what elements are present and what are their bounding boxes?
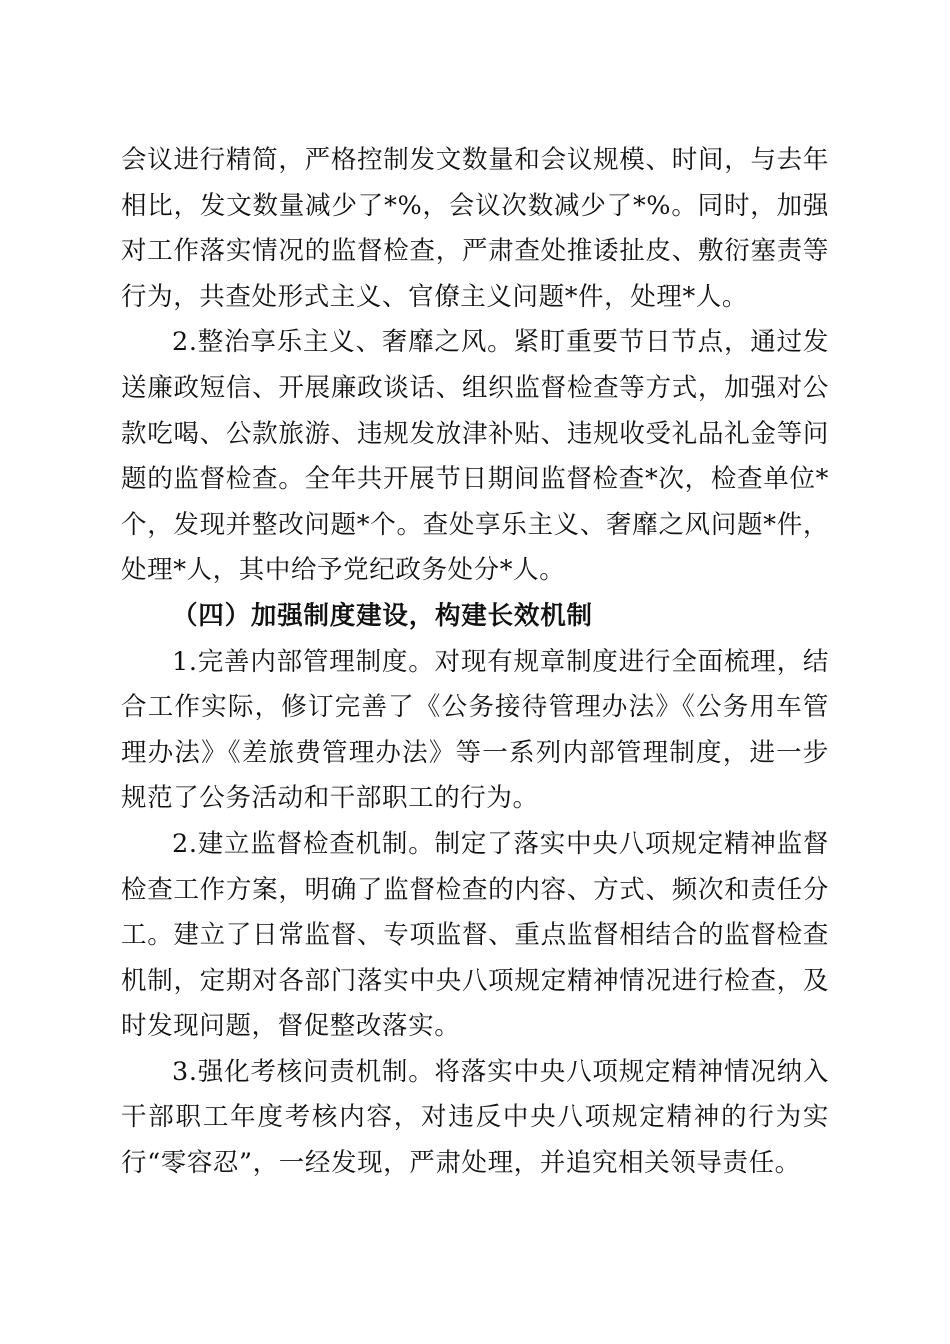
paragraph-internal-management: 1.完善内部管理制度。对现有规章制度进行全面梳理，结合工作实际，修订完善了《公务接待管理办法》《公务用车管理办法》《差旅费管理办法》等一系列内部管理制度，进一步规范了公务活动和干部职工的行为。	[121, 646, 829, 814]
section-heading-institution-building: （四）加强制度建设，构建长效机制	[172, 600, 593, 631]
paragraph-accountability-mechanism: 3.强化考核问责机制。将落实中央八项规定精神情况纳入干部职工年度考核内容，对违反中央八项规定精神的行为实行“零容忍”，一经发现，严肃处理，并追究相关领导责任。	[121, 1056, 829, 1179]
paragraph-supervision-mechanism: 2.建立监督检查机制。制定了落实中央八项规定精神监督检查工作方案，明确了监督检查的内容、方式、频次和责任分工。建立了日常监督、专项监督、重点监督相结合的监督检查机制，定期对各部门落实中央八项规定精神情况进行检查，及时发现问题，督促整改落实。	[121, 828, 829, 1042]
paragraph-continuation: 会议进行精简，严格控制发文数量和会议规模、时间，与去年相比，发文数量减少了*%，会议次数减少了*%。同时，加强对工作落实情况的监督检查，严肃查处推诿扯皮、敷衍塞责等行为，共查处形式主义、官僚主义问题*件，处理*人。	[121, 145, 829, 312]
paragraph-hedonism-extravagance: 2.整治享乐主义、奢靡之风。紧盯重要节日节点，通过发送廉政短信、开展廉政谈话、组织监督检查等方式，加强对公款吃喝、公款旅游、违规发放津补贴、违规收受礼品礼金等问题的监督检查。全年共开展节日期间监督检查*次，检查单位*个，发现并整改问题*个。查处享乐主义、奢靡之风问题*件，处理*人，其中给予党纪政务处分*人。	[121, 327, 829, 586]
document-body	[121, 138, 829, 1187]
